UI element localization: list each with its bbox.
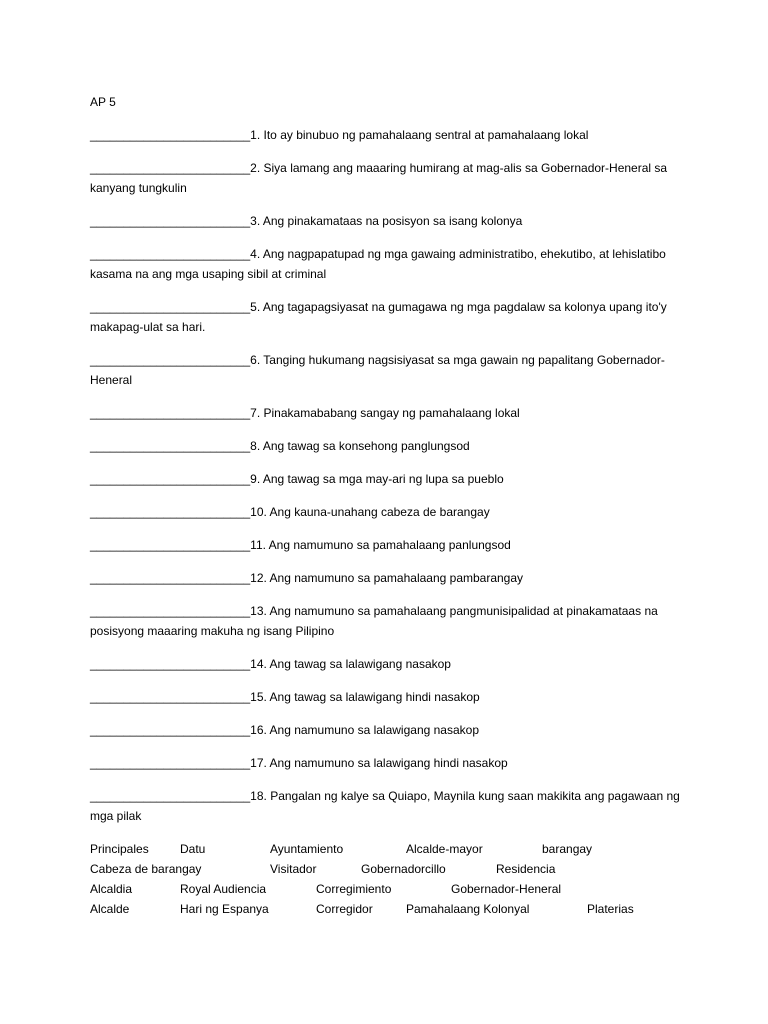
answer-blank: ________________________ — [90, 690, 251, 704]
question-11 — [90, 535, 690, 555]
question-text: 2. Siya lamang ang maaaring humirang at mag-alis sa Gobernador-Heneral sa kanyang tungkulin — [90, 161, 668, 195]
choices-row-4 — [90, 899, 690, 919]
question-text: 11. Ang namumuno sa pamahalaang panlungsod — [250, 538, 511, 552]
choice-word: Alcaldia — [90, 882, 133, 896]
answer-blank: ________________________ — [90, 247, 251, 261]
answer-blank: ________________________ — [90, 756, 251, 770]
choice-word: Principales — [90, 842, 149, 856]
question-14 — [90, 654, 690, 674]
question-9 — [90, 469, 690, 489]
question-18 — [90, 786, 690, 826]
question-text: 4. Ang nagpapatupad ng mga gawaing administratibo, ehekutibo, at lehislatibo kasama na ang mga usaping sibil at criminal — [90, 247, 666, 281]
question-16 — [90, 720, 690, 740]
answer-blank: ________________________ — [90, 161, 251, 175]
question-10 — [90, 502, 690, 522]
answer-blank: ________________________ — [90, 214, 251, 228]
question-13 — [90, 601, 690, 641]
answer-blank: ________________________ — [90, 439, 251, 453]
question-text: 7. Pinakamababang sangay ng pamahalaang lokal — [250, 406, 520, 420]
question-text: 16. Ang namumuno sa lalawigang nasakop — [250, 723, 479, 737]
question-17 — [90, 753, 690, 773]
question-text: 1. Ito ay binubuo ng pamahalaang sentral at pamahalaang lokal — [250, 128, 589, 142]
choice-word: Alcalde — [90, 902, 130, 916]
choice-word: Visitador — [270, 862, 317, 876]
question-2 — [90, 158, 690, 198]
question-text: 12. Ang namumuno sa pamahalaang pambarangay — [250, 571, 524, 585]
choice-word: Pamahalaang Kolonyal — [406, 902, 530, 916]
answer-blank: ________________________ — [90, 538, 251, 552]
choices-row-3 — [90, 879, 690, 899]
choice-word: Gobernadorcillo — [361, 862, 446, 876]
worksheet — [90, 92, 690, 919]
question-text: 14. Ang tawag sa lalawigang nasakop — [250, 657, 451, 671]
choice-word: barangay — [542, 842, 593, 856]
question-text: 18. Pangalan ng kalye sa Quiapo, Maynila kung saan makikita ang pagawaan ng mga pilak — [90, 789, 680, 823]
question-text: 9. Ang tawag sa mga may-ari ng lupa sa pueblo — [250, 472, 504, 486]
question-12 — [90, 568, 690, 588]
choice-word: Corregidor — [316, 902, 373, 916]
answer-blank: ________________________ — [90, 657, 251, 671]
choice-word: Datu — [180, 842, 206, 856]
question-5 — [90, 297, 690, 337]
question-15 — [90, 687, 690, 707]
answer-blank: ________________________ — [90, 571, 251, 585]
choices-list — [90, 839, 690, 919]
choice-word: Cabeza de barangay — [90, 862, 202, 876]
answer-blank: ________________________ — [90, 505, 251, 519]
answer-blank: ________________________ — [90, 723, 251, 737]
question-1 — [90, 125, 690, 145]
question-text: 8. Ang tawag sa konsehong panglungsod — [250, 439, 470, 453]
worksheet-title: AP 5 — [90, 95, 116, 109]
choices-row-1 — [90, 839, 690, 859]
question-4 — [90, 244, 690, 284]
question-6 — [90, 350, 690, 390]
answer-blank: ________________________ — [90, 353, 251, 367]
choices-row-2 — [90, 859, 690, 879]
question-3 — [90, 211, 690, 231]
answer-blank: ________________________ — [90, 406, 251, 420]
answer-blank: ________________________ — [90, 472, 251, 486]
question-8 — [90, 436, 690, 456]
answer-blank: ________________________ — [90, 604, 251, 618]
choice-word: Corregimiento — [316, 882, 392, 896]
answer-blank: ________________________ — [90, 300, 251, 314]
choice-word: Residencia — [496, 862, 556, 876]
choice-word: Hari ng Espanya — [180, 902, 269, 916]
question-7 — [90, 403, 690, 423]
question-text: 13. Ang namumuno sa pamahalaang pangmunisipalidad at pinakamataas na posisyong maaaring makuha ng isang Pilipino — [90, 604, 658, 638]
question-text: 6. Tanging hukumang nagsisiyasat sa mga gawain ng papalitang Gobernador-Heneral — [90, 353, 665, 387]
choice-word: Royal Audiencia — [180, 882, 267, 896]
question-text: 5. Ang tagapagsiyasat na gumagawa ng mga pagdalaw sa kolonya upang ito'y makapag-ulat sa hari. — [90, 300, 667, 334]
answer-blank: ________________________ — [90, 128, 251, 142]
choice-word: Alcalde-mayor — [406, 842, 483, 856]
answer-blank: ________________________ — [90, 789, 251, 803]
question-text: 3. Ang pinakamataas na posisyon sa isang kolonya — [250, 214, 523, 228]
choice-word: Ayuntamiento — [270, 842, 344, 856]
question-text: 15. Ang tawag sa lalawigang hindi nasakop — [250, 690, 480, 704]
choice-word: Gobernador-Heneral — [451, 882, 562, 896]
question-text: 17. Ang namumuno sa lalawigang hindi nasakop — [250, 756, 508, 770]
question-text: 10. Ang kauna-unahang cabeza de barangay — [250, 505, 490, 519]
choice-word: Platerias — [587, 902, 634, 916]
